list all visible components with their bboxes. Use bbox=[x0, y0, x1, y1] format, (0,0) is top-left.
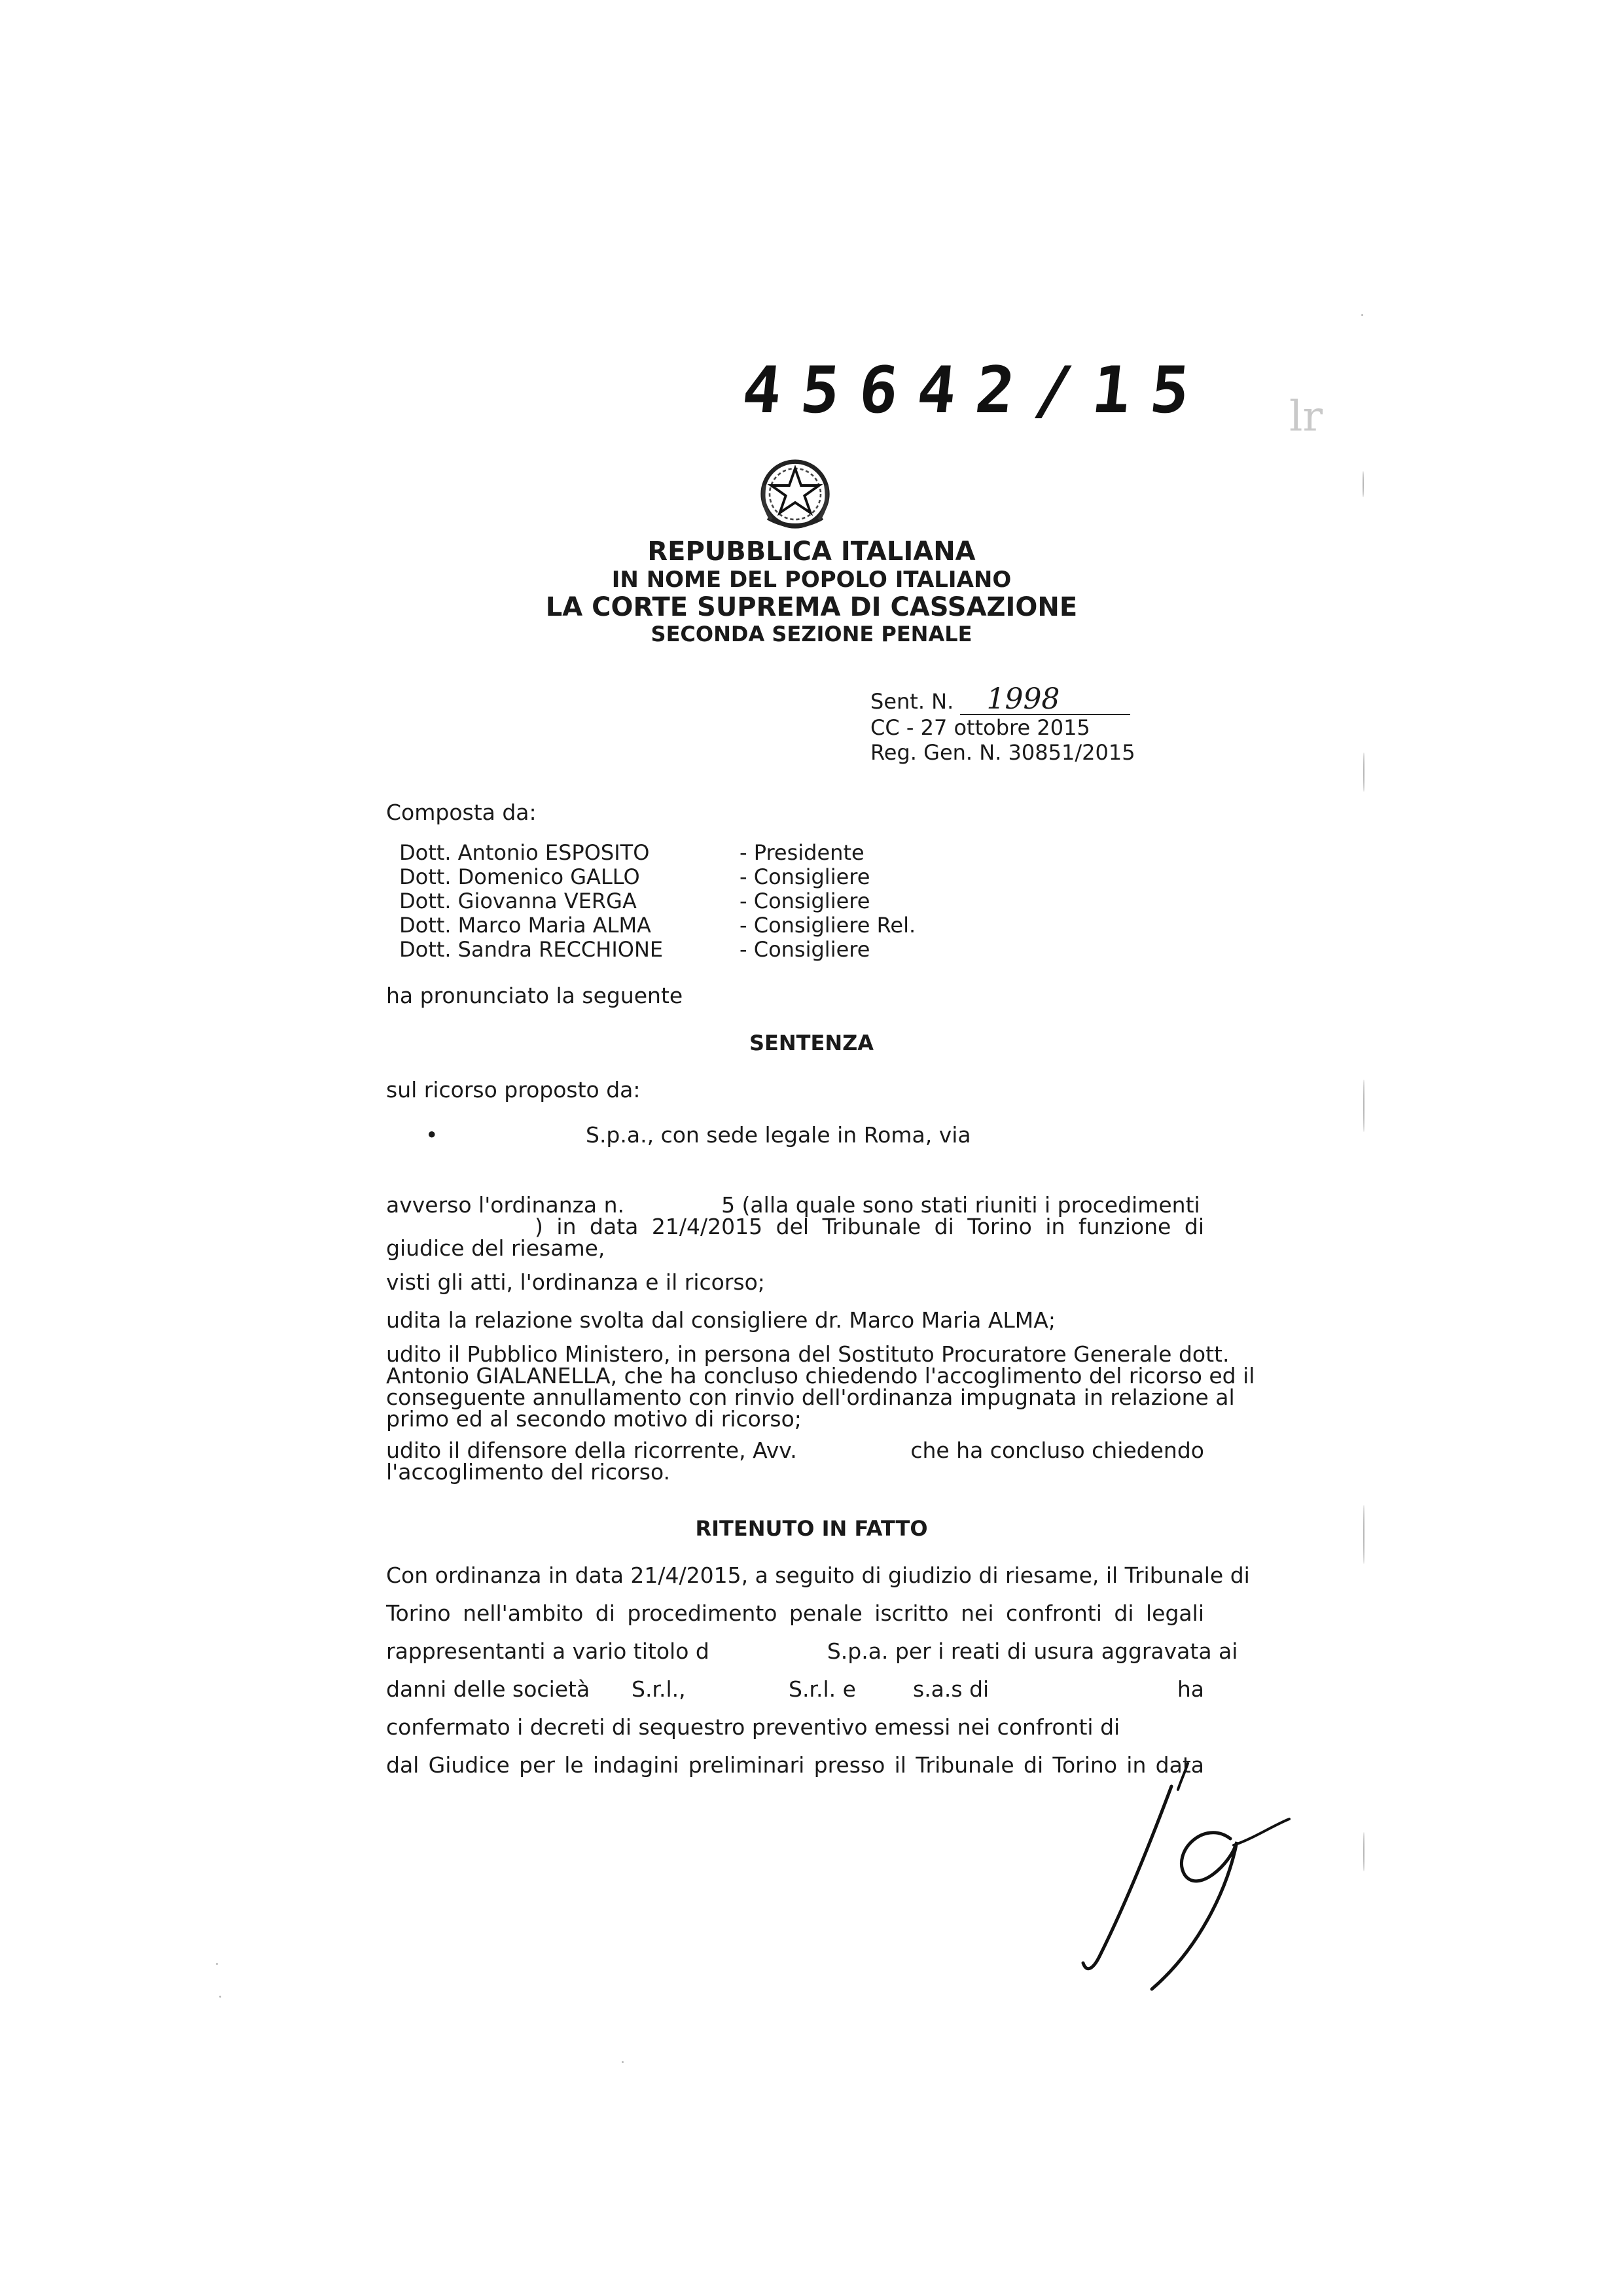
fatto-line bbox=[386, 1676, 1204, 1703]
header-court: LA CORTE SUPREMA DI CASSAZIONE bbox=[545, 592, 1078, 622]
handwritten-signature-icon bbox=[1073, 1760, 1296, 1996]
cc-date: CC - 27 ottobre 2015 bbox=[870, 715, 1090, 740]
fatto-line: confermato i decreti di sequestro preventivo emessi nei confronti di bbox=[386, 1714, 1120, 1740]
sent-number: 1998 bbox=[986, 682, 1060, 716]
sent-number-line bbox=[870, 682, 1135, 716]
party-line: S.p.a., con sede legale in Roma, via bbox=[586, 1122, 971, 1148]
fatto-text: S.p.a. per i reati di usura aggravata ai bbox=[827, 1638, 1238, 1664]
scan-artifact bbox=[216, 1963, 218, 1965]
margin-mark: lr bbox=[1289, 393, 1323, 441]
scan-artifact bbox=[622, 2061, 624, 2063]
udito-pm-line: Antonio GIALANELLA, che ha concluso chiedendo l'accoglimento del ricorso ed il bbox=[386, 1363, 1255, 1388]
header-people: IN NOME DEL POPOLO ITALIANO bbox=[611, 567, 1012, 593]
fatto-line bbox=[386, 1638, 1238, 1665]
fatto-line: Con ordinanza in data 21/4/2015, a seguito di giudizio di riesame, il Tribunale di bbox=[386, 1563, 1250, 1588]
scan-artifact bbox=[1363, 1080, 1364, 1132]
scan-artifact bbox=[1363, 471, 1364, 497]
udito-dif-line bbox=[386, 1439, 1204, 1461]
fatto-text: rappresentanti a vario titolo d bbox=[386, 1638, 709, 1664]
udito-dif-text: udito il difensore della ricorrente, Avv. bbox=[386, 1438, 797, 1463]
sentence-info bbox=[870, 682, 1135, 765]
fatto-text: danni delle società bbox=[386, 1676, 590, 1702]
judge-role: - Consigliere Rel. bbox=[740, 913, 916, 938]
judge-roles bbox=[740, 841, 916, 962]
judge-name: Dott. Domenico GALLO bbox=[399, 864, 640, 889]
udito-pm-line: primo ed al secondo motivo di ricorso; bbox=[386, 1406, 802, 1432]
avverso-text: avverso l'ordinanza n. bbox=[386, 1192, 625, 1218]
udita-line: udita la relazione svolta dal consigliere dr. Marco Maria ALMA; bbox=[386, 1307, 1056, 1333]
fatto-paragraph bbox=[386, 1563, 1250, 1778]
judge-role: - Consigliere bbox=[740, 889, 870, 913]
judge-role: - Consigliere bbox=[740, 864, 870, 889]
udito-pm-line: udito il Pubblico Ministero, in persona del Sostituto Procuratore Generale dott. bbox=[386, 1341, 1230, 1367]
scan-artifact bbox=[1363, 752, 1364, 792]
udito-dif-text: che ha concluso chiedendo bbox=[910, 1438, 1204, 1463]
reg-gen: Reg. Gen. N. 30851/2015 bbox=[870, 740, 1135, 765]
udito-dif-line: l'accoglimento del ricorso. bbox=[386, 1459, 671, 1485]
sent-number-underline bbox=[960, 682, 1130, 716]
udito-pm-paragraph bbox=[386, 1341, 1255, 1432]
judge-name: Dott. Marco Maria ALMA bbox=[399, 913, 651, 938]
fatto-text: S.r.l., bbox=[632, 1676, 686, 1702]
scan-artifact bbox=[219, 1996, 221, 1998]
pronunciato-line: ha pronunciato la seguente bbox=[386, 983, 683, 1008]
judge-role: - Consigliere bbox=[740, 937, 870, 962]
judge-name: Dott. Antonio ESPOSITO bbox=[399, 840, 650, 865]
judge-name: Dott. Giovanna VERGA bbox=[399, 889, 637, 913]
header-section: SECONDA SEZIONE PENALE bbox=[651, 622, 972, 646]
avverso-line: giudice del riesame, bbox=[386, 1235, 605, 1261]
udito-difensore-paragraph bbox=[386, 1439, 1204, 1483]
sent-label: Sent. N. bbox=[870, 689, 954, 714]
ricorso-intro: sul ricorso proposto da: bbox=[386, 1077, 641, 1103]
avverso-line: ) in data 21/4/2015 del Tribunale di Torino in funzione di bbox=[535, 1214, 1204, 1239]
fatto-line: dal Giudice per le indagini preliminari presso il Tribunale di Torino in data bbox=[386, 1752, 1204, 1778]
avverso-paragraph bbox=[386, 1194, 1204, 1259]
fatto-text: s.a.s di bbox=[913, 1676, 990, 1702]
udito-pm-line: conseguente annullamento con rinvio dell'ordinanza impugnata in relazione al bbox=[386, 1385, 1235, 1410]
visti-line: visti gli atti, l'ordinanza e il ricorso; bbox=[386, 1269, 765, 1295]
avverso-text: 5 (alla quale sono stati riuniti i procedimenti bbox=[721, 1192, 1200, 1218]
fatto-text: ha bbox=[1177, 1676, 1204, 1702]
avverso-line bbox=[386, 1194, 1204, 1216]
scan-artifact bbox=[1361, 314, 1363, 316]
header-republic: REPUBBLICA ITALIANA bbox=[647, 537, 976, 567]
sentenza-title: SENTENZA bbox=[749, 1031, 874, 1055]
judge-names bbox=[399, 841, 663, 962]
document-number: 45642/15 bbox=[739, 353, 1213, 428]
judge-role: - Presidente bbox=[740, 840, 865, 865]
judge-name: Dott. Sandra RECCHIONE bbox=[399, 937, 664, 962]
scan-artifact bbox=[1363, 1505, 1364, 1564]
ritenuto-title: RITENUTO IN FATTO bbox=[695, 1516, 928, 1541]
fatto-text: S.r.l. e bbox=[789, 1676, 856, 1702]
bullet-icon: • bbox=[425, 1122, 438, 1148]
fatto-line: Torino nell'ambito di procedimento penale iscritto nei confronti di legali bbox=[386, 1600, 1204, 1626]
composta-label: Composta da: bbox=[386, 800, 537, 825]
republic-emblem-icon bbox=[753, 451, 838, 537]
scan-artifact bbox=[1363, 1832, 1364, 1871]
